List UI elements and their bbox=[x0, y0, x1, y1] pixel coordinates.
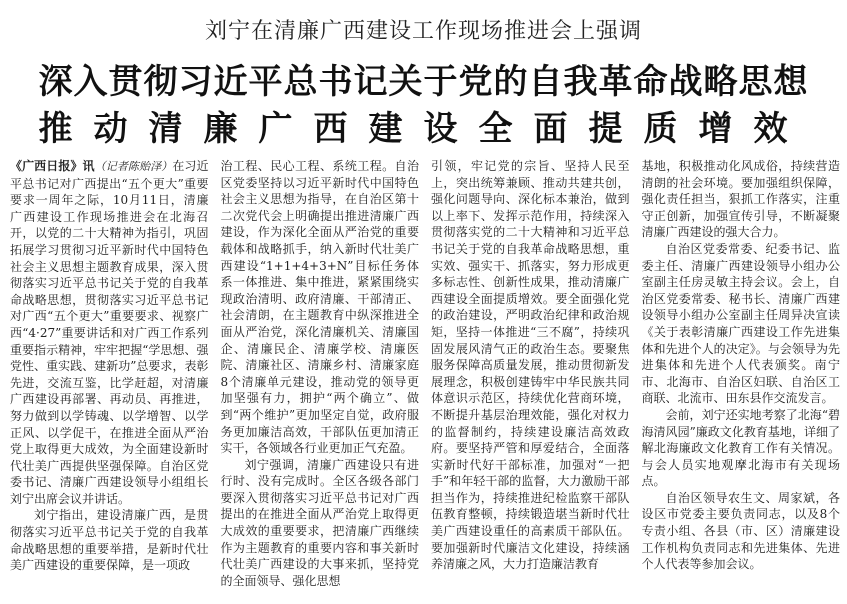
paragraph: 自治区领导农生文、周家斌，各设区市党委主要负责同志，以及8个专责小组、各县（市、区）清廉建设工作机构负责同志和先进集体、先进个人代表等参加会议。 bbox=[641, 490, 840, 572]
paragraph: 基地，积极推动化风成俗，持续营造清朗的社会环境。要加强组织保障，强化责任担当，狠抓工作落实，注重守正创新，加强宣传引导，不断凝聚清廉广西建设的强大合力。 bbox=[641, 159, 840, 240]
paragraph: 自治区党委常委、纪委书记、监委主任、清廉广西建设领导小组办公室副主任房灵敏主持会议。会上，自治区党委常委、秘书长、清廉广西建设领导小组办公室副主任周异决宣读《关于表彰清廉广西建设工作先进集体和先进个人的决定》。与会领导为先进集体和先进个人代表颁奖。南宁市、北海市、自治区妇联、自治区工商联、北流市、田东县作交流发言。 bbox=[641, 241, 840, 406]
main-headline-line-2: 推动清廉广西建设全面提质增效 bbox=[38, 109, 809, 149]
article-column-1 bbox=[10, 158, 209, 598]
main-headline-line-1: 深入贯彻习近平总书记关于党的自我革命战略思想 bbox=[38, 62, 809, 102]
article-column-3 bbox=[431, 158, 630, 598]
lead-paragraph bbox=[10, 158, 209, 507]
paragraph: 治工程、民心工程、系统工程。自治区党委坚持以习近平新时代中国特色社会主义思想为指导，在自治区第十二次党代会上明确提出推进清廉广西建设，作为深化全面从严治党的重要载体和战略抓手，纳入新时代壮美广西建设“1+1+4+3+N”目标任务体系一体推进、集中推进，紧紧围绕实现政治清明、政府清廉、干部清正、社会清朗，在主题教育中纵深推进全面从严治党，深化清廉机关、清廉国企、清廉民企、清廉学校、清廉医院、清廉社区、清廉乡村、清廉家庭8个清廉单元建设，推动党的领导更加坚强有力，拥护“两个确立”、做到“两个维护”更加坚定自觉，政府服务更加廉洁高效，干部队伍更加清正实干，各领域各行业更加正气充盈。 bbox=[220, 159, 419, 456]
article-column-4 bbox=[642, 158, 841, 598]
dateline: 《广西日报》讯 bbox=[10, 159, 95, 173]
paragraph: 刘宁指出，建设清廉广西，是贯彻落实习近平总书记关于党的自我革命战略思想的重要举措，是新时代壮美广西建设的重要保障，是一项政 bbox=[10, 508, 209, 573]
kicker-headline: 刘宁在清廉广西建设工作现场推进会上强调 bbox=[204, 19, 642, 44]
paragraph-text: 在习近平总书记对广西提出“五个更大”重要要求一周年之际，10月11日，清廉广西建设工作现场推进会在北海召开，以党的二十大精神为指引，巩固拓展学习贯彻习近平新时代中国特色社会主义思想主题教育成果，深入贯彻落实习近平总书记关于党的自我革命战略思想，贯彻落实习近平总书记对广西“五个更大”重要要求、视察广西“4·27”重要讲话和对广西工作系列重要指示精神，牢牢把握“学思想、强党性、重实践、建新功”总要求，表彰先进，交流互鉴，比学赶超，对清廉广西建设再部署、再动员、再推进，努力做到以学铸魂、以学增智、以学正风、以学促干，在推进全面从严治党上取得更大成效，为全面建设新时代壮美广西提供坚强保障。自治区党委书记、清廉广西建设领导小组组长刘宁出席会议并讲话。 bbox=[10, 159, 209, 506]
article-column-2 bbox=[221, 158, 420, 598]
paragraph: 会前，刘宁还实地考察了北海“碧海清风园”廉政文化教育基地，详细了解北海廉政文化教育工作有关情况。与会人员实地观摩北海市有关现场点。 bbox=[641, 407, 840, 489]
paragraph: 刘宁强调，清廉广西建设只有进行时、没有完成时。全区各级各部门要深入贯彻落实习近平总书记对广西提出的在推进全面从严治党上取得更大成效的重要要求，把清廉广西继续作为主题教育的重要内容和事关新时代壮美广西建设的大事来抓，坚持党的全面领导、强化思想 bbox=[220, 457, 419, 588]
article-body bbox=[10, 158, 840, 598]
paragraph: 引领，牢记党的宗旨、坚持人民至上，突出统筹兼顾、推动共建共创，强化问题导向、深化标本兼治，做到以上率下、发挥示范作用，持续深入贯彻落实党的二十大精神和习近平总书记关于党的自我革命战略思想，重实效、强实干、抓落实，努力形成更多标志性、创新性成果，推动清廉广西建设全面提质增效。要全面强化党的政治建设，严明政治纪律和政治规矩，坚持一体推进“三不腐”，持续巩固发展风清气正的政治生态。要聚焦服务保障高质量发展，推动贯彻新发展理念，积极创建铸牢中华民族共同体意识示范区，持续优化营商环境，不断提升基层治理效能，强化对权力的监督制约，持续建设廉洁高效政府。要坚持严管和厚爱结合，全面落实新时代好干部标准，加强对“一把手”和年轻干部的监督，大力激励干部担当作为，持续推进纪检监察干部队伍教育整顿，持续锻造堪当新时代壮美广西建设重任的高素质干部队伍。要加强新时代廉洁文化建设，持续涵养清廉之风，大力打造廉洁教育 bbox=[431, 159, 630, 572]
byline: （记者陈贻泽） bbox=[94, 160, 173, 173]
